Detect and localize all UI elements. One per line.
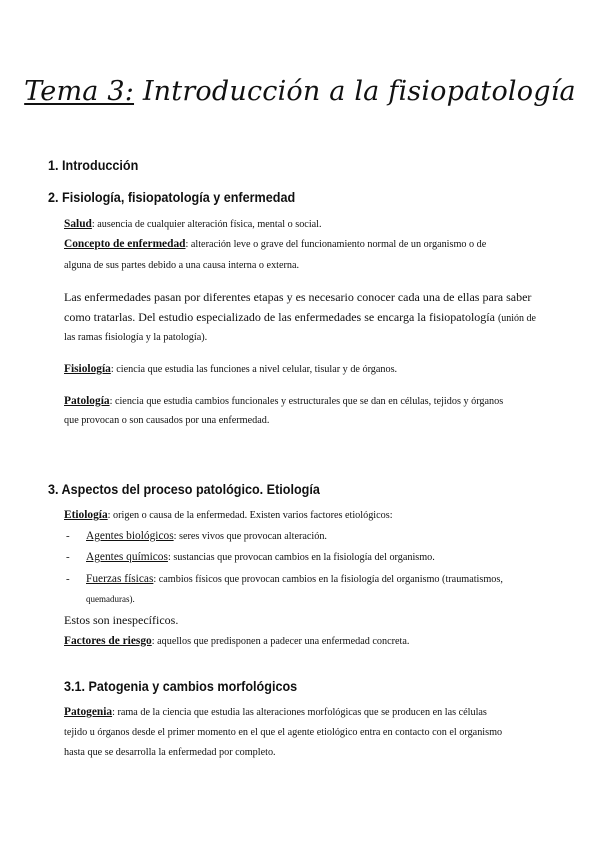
paragraph-line: Las enfermedades pasan por diferentes etapas y es necesario conocer cada una de ellas para saber xyxy=(64,290,532,304)
concepto-definition-cont: alguna de sus partes debido a una causa interna o externa. xyxy=(64,260,300,271)
list-item-cont: quemaduras). xyxy=(86,594,135,604)
term-salud: Salud xyxy=(64,218,92,230)
riesgo-definition: Factores de riesgo: aquellos que predisponen a padecer una enfermedad concreta. xyxy=(64,635,410,647)
term-factores-riesgo: Factores de riesgo xyxy=(64,635,152,647)
paragraph-line: como tratarlas. Del estudio especializado de las enfermedades se encarga la fisiopatología (unión de xyxy=(64,310,536,324)
heading-patogenia: 3.1. Patogenia y cambios morfológicos xyxy=(64,678,298,694)
list-item: Agentes químicos: sustancias que provocan cambios en la fisiología del organismo. xyxy=(86,551,435,563)
term-patologia: Patología xyxy=(64,395,110,407)
patogenia-definition-cont: tejido u órganos desde el primer momento en el que el agente etiológico entra en contacto con el organismo xyxy=(64,727,503,738)
patologia-definition-cont: que provocan o son causados por una enfermedad. xyxy=(64,415,270,426)
patogenia-definition-cont: hasta que se desarrolla la enfermedad por completo. xyxy=(64,747,276,758)
concepto-definition: Concepto de enfermedad: alteración leve o grave del funcionamiento normal de un organismo o de xyxy=(64,238,487,250)
term-fisiologia: Fisiología xyxy=(64,363,111,375)
heading-introduccion: 1. Introducción xyxy=(48,157,139,173)
fisiologia-definition: Fisiología: ciencia que estudia las funciones a nivel celular, tisular y de órganos. xyxy=(64,363,398,375)
patologia-definition: Patología: ciencia que estudia cambios funcionales y estructurales que se dan en células, tejidos y órganos xyxy=(64,395,504,407)
list-item: Agentes biológicos: seres vivos que provocan alteración. xyxy=(86,530,327,542)
inespecificos-text: Estos son inespecíficos. xyxy=(64,613,179,627)
term-agentes-biologicos: Agentes biológicos xyxy=(86,530,174,542)
paragraph-line: las ramas fisiología y la patología). xyxy=(64,332,208,343)
heading-aspectos: 3. Aspectos del proceso patológico. Etiología xyxy=(48,481,320,497)
list-bullet: - xyxy=(66,551,70,563)
term-agentes-quimicos: Agentes químicos xyxy=(86,551,168,563)
term-fuerzas-fisicas: Fuerzas físicas xyxy=(86,573,154,585)
salud-definition: Salud: ausencia de cualquier alteración física, mental o social. xyxy=(64,218,322,230)
term-etiologia: Etiología xyxy=(64,509,108,521)
list-item: Fuerzas físicas: cambios físicos que provocan cambios en la fisiología del organismo (traumatismos, xyxy=(86,573,503,585)
list-bullet: - xyxy=(66,530,70,542)
title-topic-number: Tema 3: xyxy=(24,76,135,107)
page-title xyxy=(0,76,600,107)
term-patogenia: Patogenia xyxy=(64,706,113,718)
patogenia-definition: Patogenia: rama de la ciencia que estudia las alteraciones morfológicas que se producen en las células xyxy=(64,706,487,718)
term-concepto-enfermedad: Concepto de enfermedad xyxy=(64,238,186,250)
title-text: Introducción a la fisiopatología xyxy=(134,76,576,107)
heading-fisiologia: 2. Fisiología, fisiopatología y enfermedad xyxy=(48,189,296,205)
etiologia-definition: Etiología: origen o causa de la enfermedad. Existen varios factores etiológicos: xyxy=(64,509,393,521)
list-bullet: - xyxy=(66,573,70,585)
